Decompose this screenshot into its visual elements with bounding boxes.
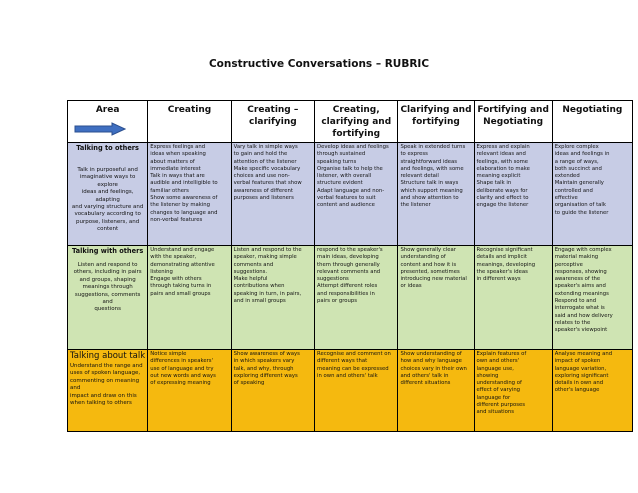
area-description: Listen and respond to others, including in pairs and groups, shaping meanings through suggestions, comments and questions — [73, 262, 142, 313]
rubric-cell: Understand and engage with the speaker, demonstrating attentive listening Engage with others through taking turns in pairs and small groups — [148, 246, 231, 350]
area-title: Talking with others — [72, 247, 144, 255]
area-title: Talking about talk — [70, 351, 146, 361]
table-row — [68, 143, 633, 246]
rubric-table — [67, 100, 633, 432]
rubric-cell: Analyse meaning and impact of spoken language variation, exploring significant details in own and other's language — [552, 350, 632, 432]
arrow-right-icon — [74, 122, 126, 136]
area-cell-talking-about-talk — [68, 350, 148, 432]
column-header-creating-clarifying-fortifying: Creating, clarifying and fortifying — [315, 101, 398, 143]
rubric-cell: Develop ideas and feelings through sustained speaking turns Organise talk to help the listener, with overall structure evident Adapt language and non- verbal features to suit content and audience — [315, 143, 398, 246]
rubric-cell: Show generally clear understanding of content and how it is presented, sometimes introducing new material or ideas — [398, 246, 474, 350]
area-description: Talk in purposeful and imaginative ways to explore ideas and feelings, adapting and varying structure and vocabulary according to purpose, listeners, and content — [71, 167, 144, 233]
rubric-cell: Speak in extended turns to express straightforward ideas and feelings, with some relevant detail Structure talk in ways which support meaning and show attention to the listener — [398, 143, 474, 246]
column-header-creating: Creating — [148, 101, 231, 143]
area-title: Talking to others — [76, 144, 139, 152]
table-row — [68, 246, 633, 350]
rubric-cell: Express feelings and ideas when speaking about matters of immediate interest Talk in ways that are audible and intelligible to familiar others Show some awareness of the listener by making changes to language and non-verbal features — [148, 143, 231, 246]
rubric-cell: Engage with complex material making perceptive responses, showing awareness of the speaker's aims and extending meanings Respond to and interrogate what is said and how delivery relates to the speaker's viewpoint — [552, 246, 632, 350]
rubric-cell: Vary talk in simple ways to gain and hold the attention of the listener Make specific vocabulary choices and use non- verbal features that show awareness of different purposes and listeners — [231, 143, 314, 246]
rubric-cell: Explore complex ideas and feelings in a range of ways, both succinct and extended Maintain generally controlled and effective organisation of talk to guide the listener — [552, 143, 632, 246]
rubric-cell: Notice simple differences in speakers' use of language and try out new words and ways of expressing meaning — [148, 350, 231, 432]
area-cell-talking-to-others — [68, 143, 148, 246]
column-header-creating-clarifying: Creating – clarifying — [231, 101, 314, 143]
rubric-cell: Express and explain relevant ideas and feelings, with some elaboration to make meaning explicit Shape talk in deliberate ways for clarity and effect to engage the listener — [474, 143, 552, 246]
column-header-negotiating: Negotiating — [552, 101, 632, 143]
column-header-clarifying-fortifying: Clarifying and fortifying — [398, 101, 474, 143]
rubric-cell: Recognise and comment on different ways that meaning can be expressed in own and others' talk — [315, 350, 398, 432]
rubric-cell: Listen and respond to the speaker, making simple comments and suggestions. Make helpful contributions when speaking in turn, in pairs, and in small groups — [231, 246, 314, 350]
rubric-cell: Recognise significant details and implicit meanings, developing the speaker's ideas in different ways — [474, 246, 552, 350]
area-description: Understand the range and uses of spoken language, commenting on meaning and impact and draw on this when talking to others — [70, 363, 143, 407]
column-header-area: Area — [68, 101, 148, 143]
header-row — [68, 101, 633, 143]
rubric-cell: respond to the speaker's main ideas, developing them through generally relevant comments and suggestions Attempt different roles and responsibilities in pairs or groups — [315, 246, 398, 350]
table-row — [68, 350, 633, 432]
rubric-cell: Show understanding of how and why language choices vary in their own and others' talk in different situations — [398, 350, 474, 432]
area-cell-talking-with-others — [68, 246, 148, 350]
rubric-cell: Show awareness of ways in which speakers vary talk, and why, through exploring different ways of speaking — [231, 350, 314, 432]
page-title: Constructive Conversations – RUBRIC — [208, 58, 430, 70]
rubric-cell: Explain features of own and others' language use, showing understanding of effect of varying language for different purposes and situations — [474, 350, 552, 432]
column-header-fortifying-negotiating: Fortifying and Negotiating — [474, 101, 552, 143]
